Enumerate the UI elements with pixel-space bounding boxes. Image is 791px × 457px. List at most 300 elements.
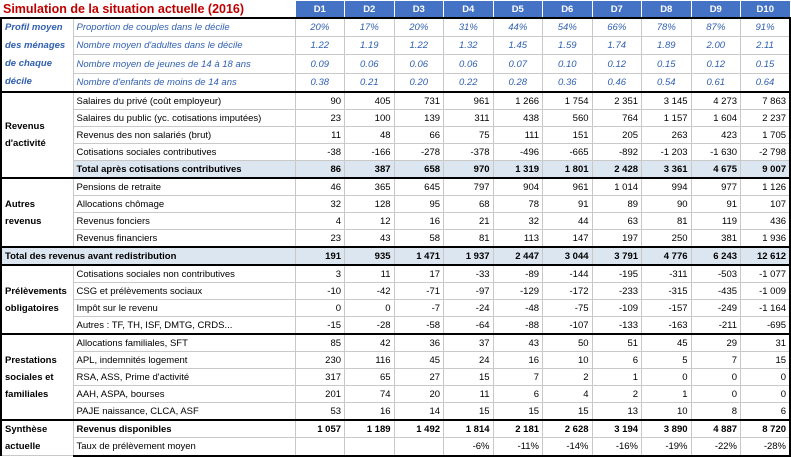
- value-cell: 78%: [642, 18, 692, 37]
- value-cell: 27: [394, 369, 444, 386]
- value-cell: 0.36: [543, 73, 593, 92]
- value-cell: -172: [543, 283, 593, 300]
- value-cell: 1.74: [592, 37, 642, 55]
- value-cell: 6: [592, 352, 642, 369]
- value-cell: 0.64: [741, 73, 791, 92]
- value-cell: 91: [691, 196, 741, 213]
- row-label: Revenus des non salariés (brut): [73, 127, 295, 144]
- value-cell: 4: [295, 213, 345, 230]
- value-cell: 91%: [741, 18, 791, 37]
- value-cell: 1.22: [394, 37, 444, 55]
- value-cell: 31: [741, 334, 791, 352]
- value-cell: 45: [394, 352, 444, 369]
- category-label: Prestations sociales et familiales: [1, 334, 73, 420]
- value-cell: 10: [642, 403, 692, 421]
- value-cell: -311: [642, 265, 692, 283]
- value-cell: -435: [691, 283, 741, 300]
- value-cell: -22%: [691, 438, 741, 456]
- value-cell: 0: [741, 369, 791, 386]
- value-cell: 4: [543, 386, 593, 403]
- value-cell: 111: [493, 127, 543, 144]
- value-cell: 43: [345, 230, 395, 248]
- row-label: PAJE naissance, CLCA, ASF: [73, 403, 295, 421]
- row-label: Proportion de couples dans le décile: [73, 18, 295, 37]
- value-cell: -6%: [444, 438, 494, 456]
- value-cell: 0.09: [295, 55, 345, 73]
- value-cell: -892: [592, 144, 642, 161]
- value-cell: 311: [444, 110, 494, 127]
- grand-total-value: 3 791: [592, 247, 642, 265]
- value-cell: 2: [592, 386, 642, 403]
- value-cell: 0.12: [691, 55, 741, 73]
- decile-header: D10: [741, 1, 791, 19]
- value-cell: 4 887: [691, 420, 741, 438]
- value-cell: 23: [295, 110, 345, 127]
- value-cell: 7: [493, 369, 543, 386]
- value-cell: 23: [295, 230, 345, 248]
- value-cell: -695: [741, 317, 791, 335]
- value-cell: 100: [345, 110, 395, 127]
- decile-header: D7: [592, 1, 642, 19]
- value-cell: 1.22: [295, 37, 345, 55]
- value-cell: 65: [345, 369, 395, 386]
- value-cell: -278: [394, 144, 444, 161]
- decile-header: D4: [444, 1, 494, 19]
- table-row: [1, 92, 790, 110]
- value-cell: 24: [444, 352, 494, 369]
- table-row: [1, 334, 790, 352]
- value-cell: 2.00: [691, 37, 741, 55]
- value-cell: 201: [295, 386, 345, 403]
- grand-total-row: [1, 247, 790, 265]
- value-cell: 21: [444, 213, 494, 230]
- value-cell: 128: [345, 196, 395, 213]
- value-cell: 44: [543, 213, 593, 230]
- disposable-income-row: [1, 420, 790, 438]
- value-cell: -144: [543, 265, 593, 283]
- value-cell: -665: [543, 144, 593, 161]
- value-cell: 15: [444, 369, 494, 386]
- value-cell: 1 189: [345, 420, 395, 438]
- value-cell: 2 351: [592, 92, 642, 110]
- value-cell: 5: [642, 352, 692, 369]
- value-cell: 764: [592, 110, 642, 127]
- row-label: Cotisations sociales non contributives: [73, 265, 295, 283]
- value-cell: 1.45: [493, 37, 543, 55]
- value-cell: -109: [592, 300, 642, 317]
- value-cell: 53: [295, 403, 345, 421]
- value-cell: 20%: [295, 18, 345, 37]
- value-cell: 13: [592, 403, 642, 421]
- table-row: [1, 265, 790, 283]
- value-cell: 3 145: [642, 92, 692, 110]
- row-label: Cotisations sociales contributives: [73, 144, 295, 161]
- value-cell: 0.15: [642, 55, 692, 73]
- value-cell: 317: [295, 369, 345, 386]
- value-cell: 1 814: [444, 420, 494, 438]
- value-cell: -11%: [493, 438, 543, 456]
- value-cell: 14: [394, 403, 444, 421]
- row-label: RSA, ASS, Prime d'activité: [73, 369, 295, 386]
- value-cell: 7 863: [741, 92, 791, 110]
- value-cell: 645: [394, 178, 444, 196]
- table-row: [1, 283, 790, 300]
- table-row: [1, 317, 790, 335]
- grand-total-value: 3 044: [543, 247, 593, 265]
- category-label: Revenus d'activité: [1, 92, 73, 178]
- value-cell: 2 628: [543, 420, 593, 438]
- value-cell: 7: [691, 352, 741, 369]
- value-cell: 16: [493, 352, 543, 369]
- value-cell: -58: [394, 317, 444, 335]
- value-cell: -48: [493, 300, 543, 317]
- value-cell: 90: [642, 196, 692, 213]
- category-label: Prélèvements obligatoires: [1, 265, 73, 334]
- value-cell: 44%: [493, 18, 543, 37]
- value-cell: 11: [345, 265, 395, 283]
- value-cell: 1.32: [444, 37, 494, 55]
- value-cell: 0.54: [642, 73, 692, 92]
- value-cell: -75: [543, 300, 593, 317]
- table-row: [1, 300, 790, 317]
- category-label: Profil moyen des ménages de chaque décile: [1, 18, 73, 92]
- value-cell: 1.89: [642, 37, 692, 55]
- value-cell: 197: [592, 230, 642, 248]
- value-cell: 2 237: [741, 110, 791, 127]
- decile-header: D9: [691, 1, 741, 19]
- value-cell: -24: [444, 300, 494, 317]
- value-cell: 0: [691, 369, 741, 386]
- table-row: [1, 352, 790, 369]
- value-cell: -1 164: [741, 300, 791, 317]
- value-cell: 994: [642, 178, 692, 196]
- table-row: [1, 144, 790, 161]
- table-row: [1, 369, 790, 386]
- table-row: [1, 403, 790, 421]
- row-label: Revenus disponibles: [73, 420, 295, 438]
- value-cell: 8 720: [741, 420, 791, 438]
- value-cell: -163: [642, 317, 692, 335]
- value-cell: 904: [493, 178, 543, 196]
- category-label: Autres revenus: [1, 178, 73, 247]
- table-row: [1, 18, 790, 37]
- value-cell: -28%: [741, 438, 791, 456]
- total-label: Total après cotisations contributives: [73, 161, 295, 179]
- value-cell: 15: [741, 352, 791, 369]
- row-label: CSG et prélèvements sociaux: [73, 283, 295, 300]
- value-cell: 423: [691, 127, 741, 144]
- value-cell: 116: [345, 352, 395, 369]
- value-cell: 37: [444, 334, 494, 352]
- value-cell: 0.46: [592, 73, 642, 92]
- table-row: [1, 127, 790, 144]
- value-cell: 0: [642, 369, 692, 386]
- decile-header: D1: [295, 1, 345, 19]
- value-cell: 29: [691, 334, 741, 352]
- row-label: Salaires du public (yc. cotisations imputées): [73, 110, 295, 127]
- value-cell: 66: [394, 127, 444, 144]
- value-cell: -10: [295, 283, 345, 300]
- value-cell: 63: [592, 213, 642, 230]
- value-cell: 1.59: [543, 37, 593, 55]
- value-cell: 0: [345, 300, 395, 317]
- value-cell: 436: [741, 213, 791, 230]
- row-label: Salaires du privé (coût employeur): [73, 92, 295, 110]
- value-cell: 797: [444, 178, 494, 196]
- value-cell: 81: [642, 213, 692, 230]
- value-cell: 0.21: [345, 73, 395, 92]
- grand-total-value: 6 243: [691, 247, 741, 265]
- value-cell: 1 754: [543, 92, 593, 110]
- value-cell: 0.22: [444, 73, 494, 92]
- value-cell: 1 057: [295, 420, 345, 438]
- value-cell: 2: [543, 369, 593, 386]
- value-cell: -89: [493, 265, 543, 283]
- value-cell: -157: [642, 300, 692, 317]
- grand-total-value: 1 471: [394, 247, 444, 265]
- value-cell: 31%: [444, 18, 494, 37]
- value-cell: 17%: [345, 18, 395, 37]
- value-cell: 1 126: [741, 178, 791, 196]
- value-cell: 3: [295, 265, 345, 283]
- table-row: [1, 213, 790, 230]
- value-cell: 54%: [543, 18, 593, 37]
- value-cell: 66%: [592, 18, 642, 37]
- category-label: Synthèse actuelle: [1, 420, 73, 456]
- value-cell: 0: [691, 386, 741, 403]
- value-cell: [295, 438, 345, 456]
- value-cell: 4 273: [691, 92, 741, 110]
- total-value: 387: [345, 161, 395, 179]
- value-cell: 32: [295, 196, 345, 213]
- value-cell: -14%: [543, 438, 593, 456]
- value-cell: -97: [444, 283, 494, 300]
- value-cell: 263: [642, 127, 692, 144]
- value-cell: 147: [543, 230, 593, 248]
- value-cell: 0.12: [592, 55, 642, 73]
- value-cell: -64: [444, 317, 494, 335]
- total-value: 658: [394, 161, 444, 179]
- value-cell: 1 266: [493, 92, 543, 110]
- value-cell: -166: [345, 144, 395, 161]
- value-cell: 95: [394, 196, 444, 213]
- value-cell: 8: [691, 403, 741, 421]
- value-cell: 0.06: [444, 55, 494, 73]
- value-cell: -33: [444, 265, 494, 283]
- value-cell: 2.11: [741, 37, 791, 55]
- value-cell: 87%: [691, 18, 741, 37]
- value-cell: 85: [295, 334, 345, 352]
- value-cell: 0: [741, 386, 791, 403]
- value-cell: 6: [493, 386, 543, 403]
- page-title: Simulation de la situation actuelle (2016): [3, 1, 245, 16]
- decile-header: D3: [394, 1, 444, 19]
- table-row: [1, 55, 790, 73]
- value-cell: -211: [691, 317, 741, 335]
- row-label: Nombre d'enfants de moins de 14 ans: [73, 73, 295, 92]
- value-cell: [345, 438, 395, 456]
- value-cell: 0.61: [691, 73, 741, 92]
- value-cell: 0.20: [394, 73, 444, 92]
- value-cell: -1 203: [642, 144, 692, 161]
- value-cell: 0.06: [394, 55, 444, 73]
- table-row: [1, 37, 790, 55]
- row-label: Nombre moyen de jeunes de 14 à 18 ans: [73, 55, 295, 73]
- value-cell: -195: [592, 265, 642, 283]
- grand-total-value: 935: [345, 247, 395, 265]
- value-cell: 78: [493, 196, 543, 213]
- value-cell: 46: [295, 178, 345, 196]
- value-cell: 107: [741, 196, 791, 213]
- value-cell: 1: [592, 369, 642, 386]
- value-cell: 0.38: [295, 73, 345, 92]
- value-cell: 48: [345, 127, 395, 144]
- value-cell: 1: [642, 386, 692, 403]
- value-cell: -28: [345, 317, 395, 335]
- value-cell: 731: [394, 92, 444, 110]
- table-row: [1, 386, 790, 403]
- value-cell: 50: [543, 334, 593, 352]
- value-cell: 11: [295, 127, 345, 144]
- value-cell: 16: [345, 403, 395, 421]
- value-cell: 75: [444, 127, 494, 144]
- total-value: 970: [444, 161, 494, 179]
- value-cell: -133: [592, 317, 642, 335]
- value-cell: -315: [642, 283, 692, 300]
- value-cell: 11: [444, 386, 494, 403]
- row-label: Autres : TF, TH, ISF, DMTG, CRDS...: [73, 317, 295, 335]
- value-cell: -88: [493, 317, 543, 335]
- row-label: Nombre moyen d'adultes dans le décile: [73, 37, 295, 55]
- row-label: Impôt sur le revenu: [73, 300, 295, 317]
- value-cell: 32: [493, 213, 543, 230]
- value-cell: 20%: [394, 18, 444, 37]
- row-label: Revenus financiers: [73, 230, 295, 248]
- total-value: 2 428: [592, 161, 642, 179]
- value-cell: 10: [543, 352, 593, 369]
- value-cell: 560: [543, 110, 593, 127]
- value-cell: -1 009: [741, 283, 791, 300]
- value-cell: 113: [493, 230, 543, 248]
- value-cell: -71: [394, 283, 444, 300]
- grand-total-value: 1 937: [444, 247, 494, 265]
- total-value: 3 361: [642, 161, 692, 179]
- value-cell: 139: [394, 110, 444, 127]
- value-cell: -129: [493, 283, 543, 300]
- value-cell: 961: [444, 92, 494, 110]
- value-cell: 12: [345, 213, 395, 230]
- value-cell: 3 194: [592, 420, 642, 438]
- value-cell: 1 014: [592, 178, 642, 196]
- value-cell: -233: [592, 283, 642, 300]
- value-cell: 15: [493, 403, 543, 421]
- value-cell: 0.15: [741, 55, 791, 73]
- value-cell: 15: [444, 403, 494, 421]
- value-cell: 0.28: [493, 73, 543, 92]
- grand-total-value: 191: [295, 247, 345, 265]
- value-cell: 405: [345, 92, 395, 110]
- decile-header: D5: [493, 1, 543, 19]
- value-cell: 45: [642, 334, 692, 352]
- value-cell: 1 936: [741, 230, 791, 248]
- value-cell: 250: [642, 230, 692, 248]
- grand-total-value: 4 776: [642, 247, 692, 265]
- value-cell: 205: [592, 127, 642, 144]
- value-cell: 3 890: [642, 420, 692, 438]
- row-label: Revenus fonciers: [73, 213, 295, 230]
- value-cell: 2 181: [493, 420, 543, 438]
- value-cell: -1 630: [691, 144, 741, 161]
- total-value: 86: [295, 161, 345, 179]
- value-cell: -503: [691, 265, 741, 283]
- value-cell: -42: [345, 283, 395, 300]
- value-cell: -107: [543, 317, 593, 335]
- value-cell: 36: [394, 334, 444, 352]
- row-label: APL, indemnités logement: [73, 352, 295, 369]
- value-cell: 74: [345, 386, 395, 403]
- value-cell: 1 157: [642, 110, 692, 127]
- value-cell: -378: [444, 144, 494, 161]
- value-cell: 81: [444, 230, 494, 248]
- value-cell: 438: [493, 110, 543, 127]
- table-row: [1, 230, 790, 248]
- value-cell: 58: [394, 230, 444, 248]
- total-value: 4 675: [691, 161, 741, 179]
- grand-total-value: 12 612: [741, 247, 791, 265]
- grand-total-value: 2 447: [493, 247, 543, 265]
- value-cell: 17: [394, 265, 444, 283]
- header-row: [1, 1, 790, 19]
- grand-total-label: Total des revenus avant redistribution: [1, 247, 295, 265]
- table-row: [1, 178, 790, 196]
- value-cell: -38: [295, 144, 345, 161]
- value-cell: -15: [295, 317, 345, 335]
- value-cell: 0.06: [345, 55, 395, 73]
- value-cell: -16%: [592, 438, 642, 456]
- value-cell: 0.07: [493, 55, 543, 73]
- decile-header: D8: [642, 1, 692, 19]
- value-cell: 119: [691, 213, 741, 230]
- value-cell: 43: [493, 334, 543, 352]
- value-cell: 0.10: [543, 55, 593, 73]
- value-cell: 90: [295, 92, 345, 110]
- value-cell: -7: [394, 300, 444, 317]
- total-row: [1, 161, 790, 179]
- total-value: 1 319: [493, 161, 543, 179]
- row-label: Pensions de retraite: [73, 178, 295, 196]
- value-cell: 1 604: [691, 110, 741, 127]
- value-cell: 365: [345, 178, 395, 196]
- row-label: Allocations familiales, SFT: [73, 334, 295, 352]
- value-cell: 1.19: [345, 37, 395, 55]
- decile-header: D2: [345, 1, 395, 19]
- row-label: AAH, ASPA, bourses: [73, 386, 295, 403]
- value-cell: 51: [592, 334, 642, 352]
- tax-rate-row: [1, 438, 790, 456]
- total-value: 1 801: [543, 161, 593, 179]
- value-cell: 68: [444, 196, 494, 213]
- value-cell: 16: [394, 213, 444, 230]
- table-row: [1, 196, 790, 213]
- total-value: 9 007: [741, 161, 791, 179]
- value-cell: 6: [741, 403, 791, 421]
- value-cell: [394, 438, 444, 456]
- table-row: [1, 110, 790, 127]
- value-cell: 1 705: [741, 127, 791, 144]
- value-cell: 20: [394, 386, 444, 403]
- value-cell: 961: [543, 178, 593, 196]
- value-cell: -496: [493, 144, 543, 161]
